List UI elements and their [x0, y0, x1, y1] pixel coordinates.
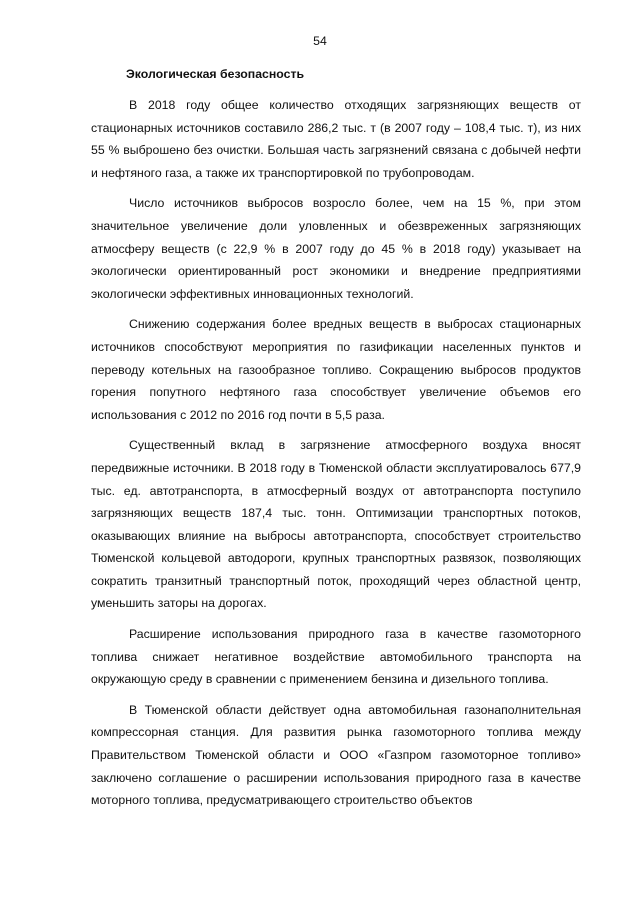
page-number: 54: [313, 34, 327, 48]
paragraph-gasification: Снижению содержания более вредных веществ в выбросах стационарных источников способствуют мероприятия по газификации населенных пунктов и переводу котельных на газообразное топливо. Сокращению выбросов продуктов горения попутного нефтяного газа способствует увеличение объемов его использования с 2012 по 2016 год почти в 5,5 раза.: [91, 317, 581, 422]
paragraph-natural-gas-fuel: Расширение использования природного газа в качестве газомоторного топлива снижает негативное воздействие автомобильного транспорта на окружающую среду в сравнении с применением бензина и дизельного топлива.: [91, 627, 581, 687]
document-body: [91, 94, 581, 812]
paragraph-mobile-sources: Существенный вклад в загрязнение атмосферного воздуха вносят передвижные источники. В 2018 году в Тюменской области эксплуатировалось 677,9 тыс. ед. автотранспорта, в атмосферный воздух от автотранспорта поступило загрязняющих веществ 187,4 тыс. тонн. Оптимизации транспортных потоков, оказывающих влияние на выбросы автотранспорта, способствует строительство Тюменской кольцевой автодороги, крупных транспортных развязок, позволяющих сократить транзитный транспортный поток, проходящий через областной центр, уменьшить заторы на дорогах.: [91, 438, 581, 611]
paragraph-emission-sources: Число источников выбросов возросло более, чем на 15 %, при этом значительное увеличение доли уловленных и обезвреженных загрязняющих атмосферу веществ (с 22,9 % в 2007 году до 45 % в 2018 году) указывает на экологически ориентированный рост экономики и внедрение предприятиями экологически эффективных инновационных технологий.: [91, 196, 581, 301]
paragraph-emissions-stationary: В 2018 году общее количество отходящих загрязняющих веществ от стационарных источников составило 286,2 тыс. т (в 2007 году – 108,4 тыс. т), из них 55 % выброшено без очистки. Большая часть загрязнений связана с добычей нефти и нефтяного газа, а также их транспортировкой по трубопроводам.: [91, 98, 581, 180]
paragraph-gas-station: В Тюменской области действует одна автомобильная газонаполнительная компрессорная станция. Для развития рынка газомоторного топлива между Правительством Тюменской области и ООО «Газпром газомоторное топливо» заключено соглашение о расширении использования природного газа в качестве моторного топлива, предусматривающего строительство объектов: [91, 702, 581, 808]
section-heading: Экологическая безопасность: [126, 67, 305, 81]
